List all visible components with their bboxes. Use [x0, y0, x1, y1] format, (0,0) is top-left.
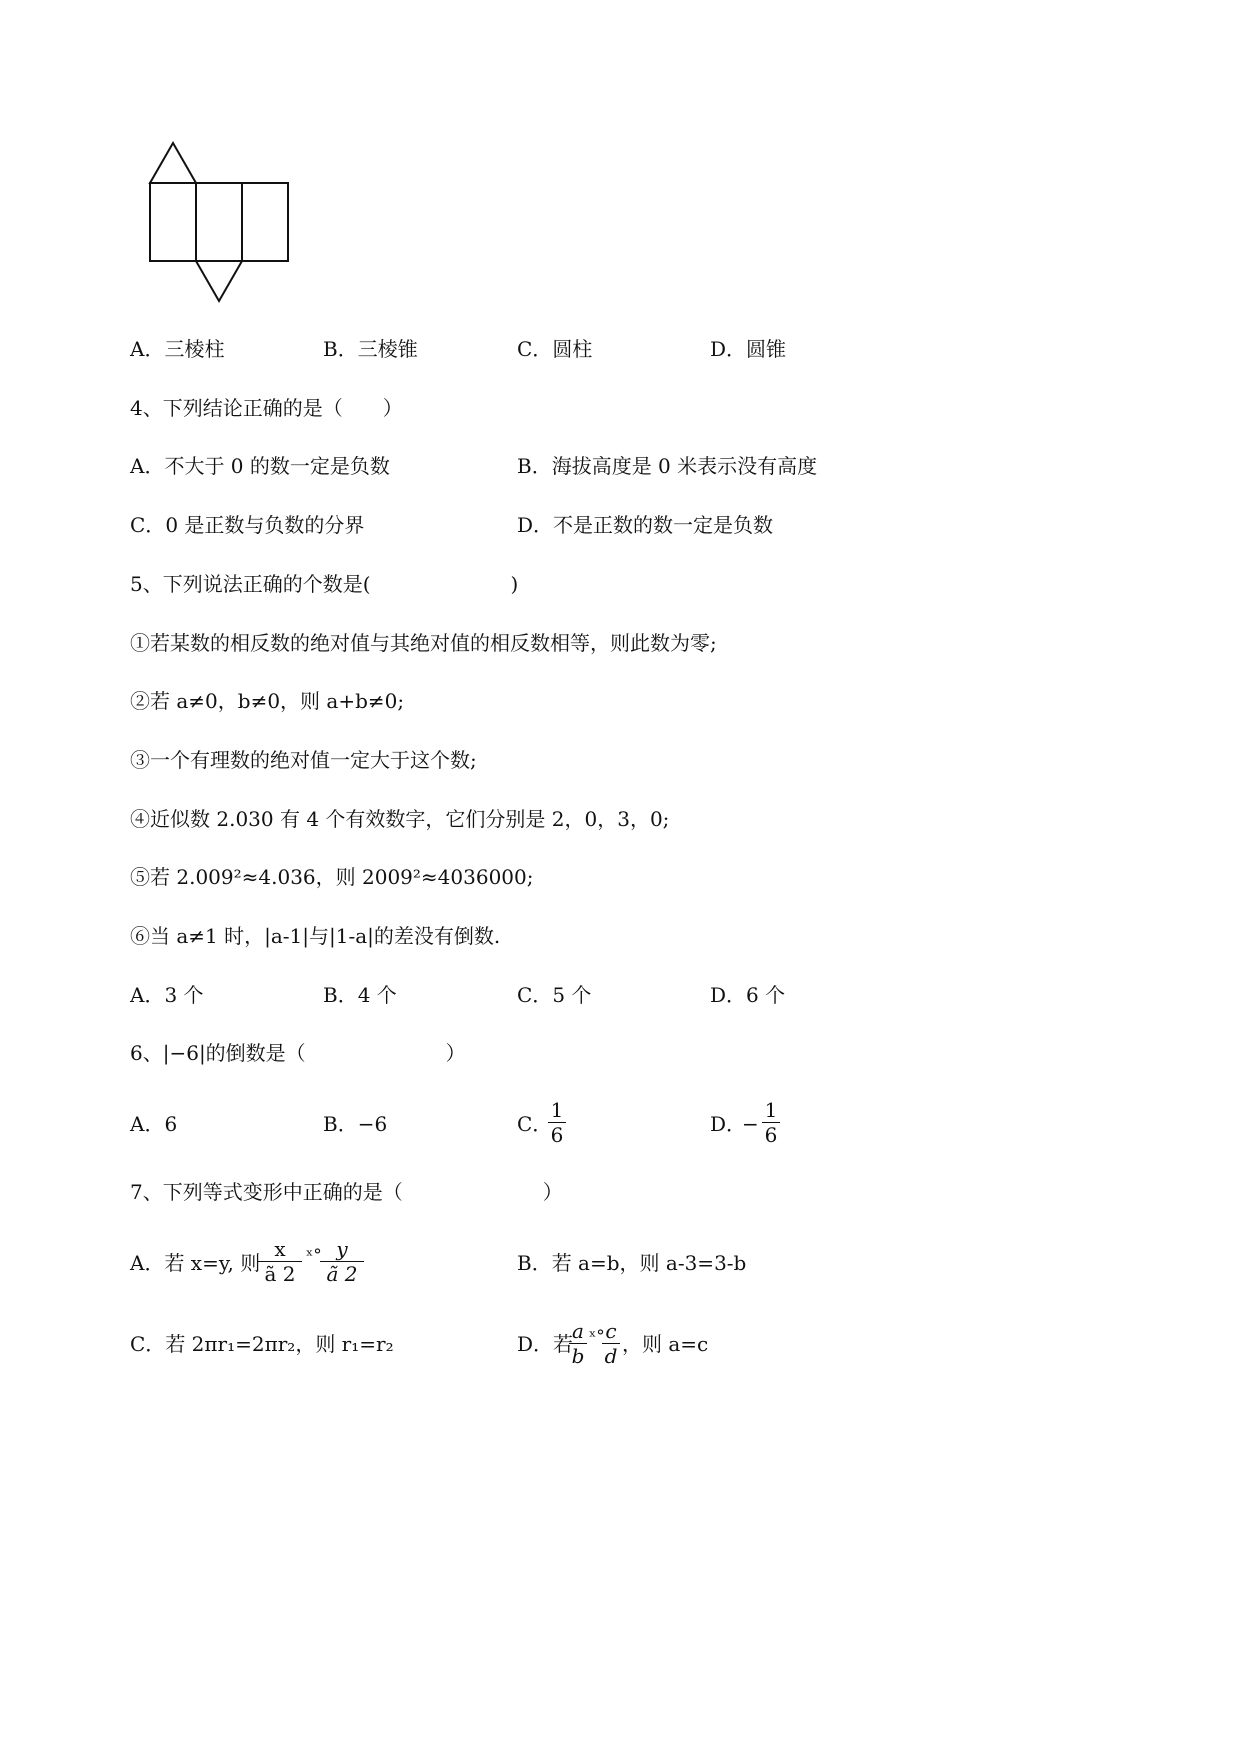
- q4-option-b: B．海拔高度是 0 米表示没有高度: [517, 454, 818, 478]
- q7-option-b: B．若 a=b，则 a-3=3-b: [517, 1251, 747, 1275]
- q3-option-a: A．三棱柱: [130, 337, 225, 361]
- q6-option-d-sign: −: [742, 1112, 759, 1136]
- q4-option-d: D．不是正数的数一定是负数: [517, 513, 774, 537]
- q7-option-d-symbol: ˣ°: [589, 1327, 605, 1347]
- q6-option-c-letter: C．: [517, 1112, 553, 1136]
- q5-stem: 5、下列说法正确的个数是( ): [130, 572, 519, 596]
- q6-option-a: A．6: [130, 1112, 178, 1136]
- bottom-triangle: [196, 261, 242, 301]
- q7-option-a-symbol: ˣ°: [306, 1246, 322, 1266]
- q7-option-a-fraction-left: x ã 2: [258, 1238, 302, 1285]
- q3-option-c: C．圆柱: [517, 337, 593, 361]
- face-middle: [196, 183, 242, 261]
- q4-option-c: C．0 是正数与负数的分界: [130, 513, 365, 537]
- q3-option-b: B．三棱锥: [323, 337, 418, 361]
- q7-option-a-fraction-right: y ã 2: [320, 1238, 364, 1285]
- q5-statement-3: ③一个有理数的绝对值一定大于这个数;: [130, 748, 477, 772]
- q5-statement-2: ②若 a≠0，b≠0，则 a+b≠0;: [130, 689, 405, 713]
- q4-option-a: A．不大于 0 的数一定是负数: [130, 454, 390, 478]
- q7-option-c: C．若 2πr₁=2πr₂，则 r₁=r₂: [130, 1332, 394, 1356]
- q7-option-d-fraction-right: c d: [602, 1320, 620, 1367]
- q7-option-a-label: A．若 x=y, 则: [130, 1251, 261, 1275]
- q5-statement-1: ①若某数的相反数的绝对值与其绝对值的相反数相等，则此数为零;: [130, 631, 717, 655]
- q7-stem: 7、下列等式变形中正确的是（ ）: [130, 1180, 563, 1204]
- q7-option-d-fraction-left: a b: [569, 1320, 587, 1367]
- q5-option-b: B．4 个: [323, 983, 397, 1007]
- q5-option-d: D．6 个: [710, 983, 786, 1007]
- q5-option-c: C．5 个: [517, 983, 592, 1007]
- q6-stem: 6、|−6|的倒数是（ ）: [130, 1041, 466, 1065]
- q5-option-a: A．3 个: [130, 983, 204, 1007]
- q6-option-d-fraction: 1 6: [762, 1099, 780, 1146]
- q5-statement-6: ⑥当 a≠1 时，|a-1|与|1-a|的差没有倒数.: [130, 924, 501, 948]
- q6-option-d-letter: D．: [710, 1112, 747, 1136]
- prism-net-figure: [140, 135, 320, 315]
- q6-option-c-fraction: 1 6: [548, 1099, 566, 1146]
- q5-statement-4: ④近似数 2.030 有 4 个有效数字，它们分别是 2，0，3，0;: [130, 807, 670, 831]
- top-triangle: [150, 143, 196, 183]
- q3-option-d: D．圆锥: [710, 337, 787, 361]
- q4-stem: 4、下列结论正确的是（ ）: [130, 396, 403, 420]
- face-left: [150, 183, 196, 261]
- q6-option-b: B．−6: [323, 1112, 388, 1136]
- face-right: [242, 183, 288, 261]
- q7-option-d-suffix: ，则 a=c: [622, 1332, 709, 1356]
- q7-option-d-label: D．若: [517, 1332, 574, 1356]
- q5-statement-5: ⑤若 2.009²≈4.036，则 2009²≈4036000;: [130, 865, 534, 889]
